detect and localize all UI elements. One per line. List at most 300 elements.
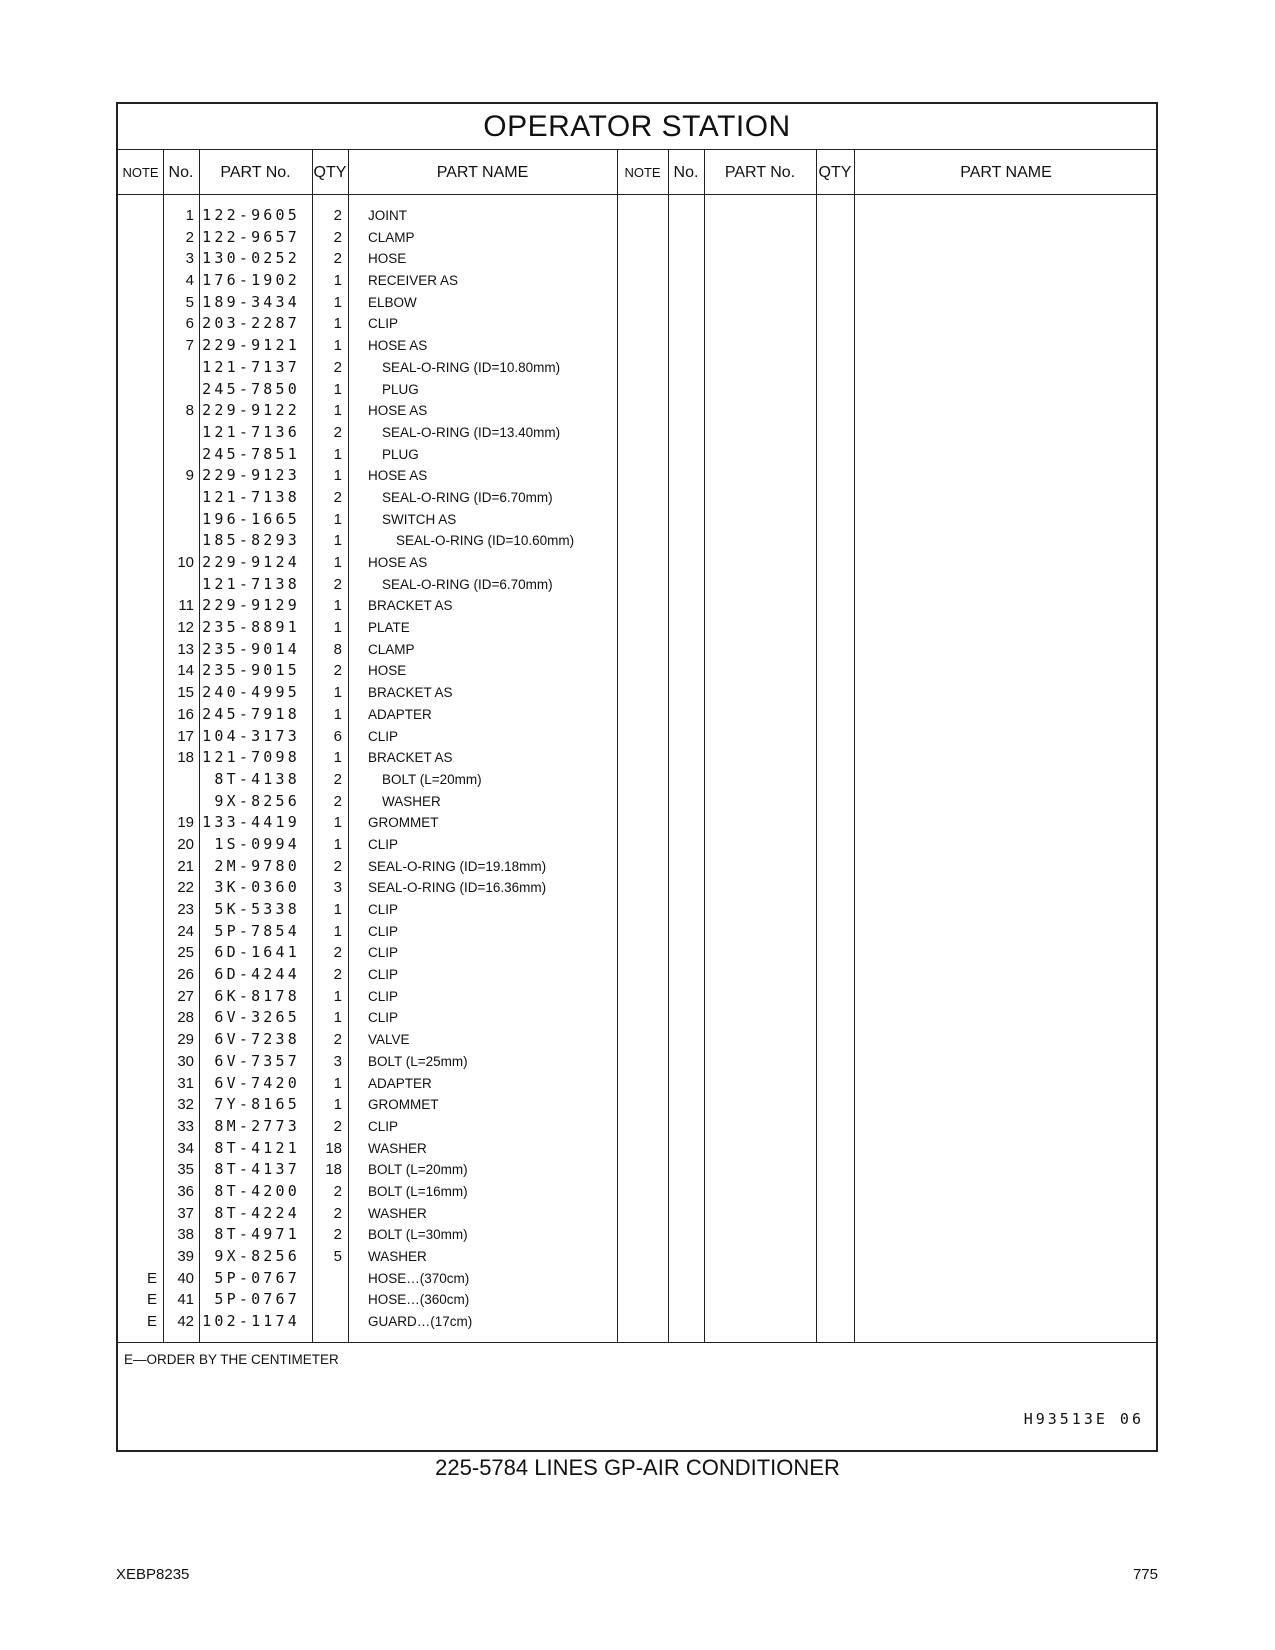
part-number-cell: 229-9124 [202, 553, 300, 571]
item-number-cell: 36 [177, 1182, 194, 1200]
item-number-cell: 33 [177, 1117, 194, 1135]
part-number-cell: 189-3434 [202, 292, 300, 311]
note-cell [118, 617, 157, 639]
part-number-cell: 121-7136 [202, 422, 300, 441]
table-row [118, 487, 1156, 509]
part-number-cell: 6D-4244 [214, 965, 300, 984]
part-number-cell: 8T-4121 [214, 1138, 300, 1157]
quantity-cell: 1 [333, 554, 342, 571]
quantity-cell: 1 [333, 597, 342, 615]
part-name-cell: BOLT (L=30mm) [368, 1227, 468, 1243]
part-name-cell: HOSE [368, 663, 407, 679]
part-number-cell: 104-3173 [202, 726, 300, 745]
note-cell: E [146, 1269, 157, 1287]
table-row [118, 812, 1156, 834]
part-number-cell: 6K-8178 [214, 986, 300, 1005]
note-cell [118, 1224, 157, 1246]
part-name-cell: BOLT (L=20mm) [368, 1162, 468, 1178]
item-number-cell [166, 422, 194, 444]
footer-divider [118, 1342, 1156, 1343]
part-number-cell: 245-7850 [202, 379, 300, 398]
part-name-cell: ADAPTER [368, 1075, 432, 1091]
note-cell [118, 530, 157, 552]
item-number-cell: 12 [177, 619, 194, 637]
part-number-cell: 6V-3265 [214, 1008, 300, 1027]
table-row [118, 1116, 1156, 1138]
item-number-cell: 6 [185, 315, 194, 333]
note-cell [118, 335, 157, 357]
part-name-cell: CLIP [368, 1118, 399, 1134]
part-number-cell: 229-9129 [202, 596, 300, 615]
item-number-cell [166, 574, 194, 596]
part-name-cell: SEAL-O-RING (ID=6.70mm) [382, 489, 553, 505]
part-name-cell: CLIP [368, 988, 399, 1004]
part-name-cell: CLIP [368, 316, 399, 332]
item-number-cell [166, 530, 194, 552]
item-number-cell: 4 [185, 272, 194, 290]
part-name-cell: CLIP [368, 923, 399, 939]
note-cell [118, 444, 157, 466]
quantity-cell: 2 [333, 770, 342, 788]
part-name-cell: PLUG [382, 446, 419, 462]
item-number-cell: 24 [177, 922, 194, 940]
part-number-cell: 229-9122 [202, 401, 300, 420]
table-row [118, 530, 1156, 552]
part-number-cell: 6V-7238 [214, 1030, 300, 1049]
table-row [118, 986, 1156, 1008]
table-row [118, 552, 1156, 574]
item-number-cell: 29 [177, 1031, 194, 1049]
note-cell [118, 1159, 157, 1181]
item-number-cell: 40 [177, 1269, 194, 1287]
note-cell [118, 834, 157, 856]
table-row [118, 335, 1156, 357]
quantity-cell: 1 [333, 835, 342, 853]
parts-list [118, 205, 1156, 1333]
part-name-cell: BRACKET AS [368, 750, 453, 766]
quantity-cell: 18 [325, 1161, 342, 1179]
part-number-cell: 130-0252 [202, 249, 300, 268]
table-row [118, 747, 1156, 769]
table-row [118, 921, 1156, 943]
table-row [118, 379, 1156, 401]
quantity-cell: 1 [333, 532, 342, 550]
parts-table-frame [116, 102, 1158, 1452]
table-row [118, 205, 1156, 227]
item-number-cell: 11 [178, 597, 194, 615]
quantity-cell: 2 [333, 1182, 342, 1200]
part-number-cell: 121-7138 [202, 574, 300, 593]
item-number-cell: 10 [177, 554, 194, 571]
part-name-cell: SEAL-O-RING (ID=10.60mm) [396, 533, 575, 549]
part-number-cell: 6V-7420 [214, 1073, 300, 1092]
item-number-cell: 7 [185, 337, 194, 355]
part-number-cell: 122-9657 [202, 227, 300, 246]
part-name-cell: HOSE AS [368, 403, 428, 419]
note-cell [118, 1051, 157, 1073]
part-number-cell: 7Y-8165 [214, 1095, 300, 1114]
quantity-cell: 2 [333, 1031, 342, 1049]
quantity-cell: 2 [333, 228, 342, 246]
part-number-cell: 5P-7854 [214, 921, 300, 940]
part-name-cell: WASHER [368, 1205, 427, 1221]
header-no-right: No. [673, 164, 699, 181]
quantity-cell: 1 [333, 1009, 342, 1027]
item-number-cell [166, 509, 194, 531]
quantity-cell: 2 [333, 966, 342, 984]
table-row [118, 422, 1156, 444]
quantity-cell: 18 [325, 1139, 342, 1157]
part-name-cell: CLIP [368, 1010, 399, 1026]
quantity-cell: 1 [333, 272, 342, 290]
note-cell [118, 747, 157, 769]
part-number-cell: 5K-5338 [214, 900, 300, 918]
quantity-cell: 1 [333, 922, 342, 940]
part-number-cell: 1S-0994 [214, 834, 300, 853]
part-number-cell: 8T-4137 [214, 1160, 300, 1179]
part-number-cell: 245-7918 [202, 704, 300, 723]
item-number-cell: 27 [177, 987, 194, 1005]
part-name-cell: CLIP [368, 728, 399, 744]
item-number-cell [166, 769, 194, 791]
part-name-cell: HOSE…(370cm) [368, 1270, 470, 1286]
item-number-cell: 38 [177, 1226, 194, 1244]
item-number-cell: 2 [185, 228, 194, 246]
quantity-cell: 1 [333, 684, 342, 702]
header-note-right: NOTE [624, 165, 661, 180]
quantity-cell: 2 [333, 1226, 342, 1244]
table-row [118, 1138, 1156, 1160]
part-number-cell: 2M-9780 [214, 856, 300, 875]
note-cell [118, 379, 157, 401]
note-cell [118, 313, 157, 335]
item-number-cell: 26 [177, 966, 194, 984]
quantity-cell: 6 [333, 727, 342, 745]
part-name-cell: PLATE [368, 620, 410, 636]
note-cell [118, 1181, 157, 1203]
table-row [118, 769, 1156, 791]
table-row [118, 899, 1156, 921]
note-cell [118, 487, 157, 509]
table-row [118, 1073, 1156, 1095]
quantity-cell: 3 [333, 879, 342, 897]
table-row [118, 574, 1156, 596]
part-name-cell: HOSE AS [368, 338, 428, 354]
note-cell [118, 812, 157, 834]
part-number-cell: 122-9605 [202, 206, 300, 224]
note-cell [118, 509, 157, 531]
part-number-cell: 229-9121 [202, 336, 300, 355]
item-number-cell: 9 [185, 467, 194, 485]
note-cell [118, 1073, 157, 1095]
part-name-cell: HOSE AS [368, 555, 428, 570]
part-name-cell: SEAL-O-RING (ID=10.80mm) [382, 359, 561, 375]
note-cell [118, 422, 157, 444]
item-number-cell: 42 [177, 1313, 194, 1331]
table-row [118, 1311, 1156, 1333]
note-cell [118, 704, 157, 726]
item-number-cell [166, 444, 194, 466]
group-caption: 225-5784 LINES GP-AIR CONDITIONER [435, 1455, 840, 1480]
item-number-cell: 8 [185, 402, 194, 420]
table-row [118, 660, 1156, 682]
quantity-cell: 2 [333, 575, 342, 593]
header-part-name-right: PART NAME [960, 164, 1052, 181]
part-name-cell: JOINT [368, 208, 407, 223]
table-row [118, 292, 1156, 314]
note-cell [118, 1138, 157, 1160]
quantity-cell: 1 [333, 1096, 342, 1114]
item-number-cell [166, 379, 194, 401]
note-cell [118, 465, 157, 487]
quantity-cell: 2 [333, 1204, 342, 1222]
part-name-cell: CLIP [368, 967, 399, 983]
quantity-cell: 2 [333, 358, 342, 376]
part-number-cell: 6V-7357 [214, 1051, 300, 1070]
quantity-cell: 5 [333, 1248, 342, 1265]
part-name-cell: SEAL-O-RING (ID=19.18mm) [368, 858, 547, 874]
table-row [118, 617, 1156, 639]
header-note-left: NOTE [122, 165, 159, 180]
item-number-cell: 19 [177, 814, 194, 832]
item-number-cell: 35 [177, 1161, 194, 1179]
quantity-cell: 1 [333, 380, 342, 398]
part-number-cell: 235-9015 [202, 661, 300, 680]
quantity-cell: 1 [333, 402, 342, 420]
item-number-cell: 23 [177, 901, 194, 918]
part-name-cell: WASHER [368, 1140, 427, 1156]
item-number-cell: 39 [177, 1248, 194, 1265]
table-row [118, 834, 1156, 856]
quantity-cell: 1 [333, 467, 342, 485]
item-number-cell: 3 [185, 250, 194, 268]
quantity-cell: 1 [333, 619, 342, 637]
quantity-cell: 1 [333, 445, 342, 463]
note-cell [118, 270, 157, 292]
quantity-cell: 1 [333, 1074, 342, 1092]
part-number-cell: 240-4995 [202, 683, 300, 702]
page-title: OPERATOR STATION [118, 104, 1156, 150]
quantity-cell: 2 [333, 792, 342, 810]
note-cell: E [146, 1313, 157, 1331]
note-cell [118, 227, 157, 249]
part-number-cell: 102-1174 [202, 1312, 300, 1331]
table-row [118, 1268, 1156, 1290]
header-no-left: No. [168, 164, 194, 181]
note-cell [118, 552, 157, 574]
item-number-cell: 31 [177, 1074, 194, 1092]
note-cell [118, 660, 157, 682]
table-row [118, 1159, 1156, 1181]
part-name-cell: HOSE AS [368, 468, 428, 484]
item-number-cell [166, 791, 194, 813]
table-row [118, 444, 1156, 466]
table-row [118, 595, 1156, 617]
table-row [118, 682, 1156, 704]
part-number-cell: 229-9123 [202, 466, 300, 485]
illustration-code: H93513E 06 [1023, 1410, 1144, 1428]
part-number-cell: 121-7138 [202, 487, 300, 506]
table-row [118, 639, 1156, 661]
part-name-cell: GROMMET [368, 815, 439, 831]
note-cell [118, 639, 157, 661]
part-number-cell: 9X-8256 [214, 791, 300, 810]
note-cell [118, 877, 157, 899]
item-number-cell: 32 [177, 1096, 194, 1114]
part-number-cell: 5P-0767 [214, 1290, 300, 1309]
note-cell [118, 964, 157, 986]
table-row [118, 248, 1156, 270]
note-cell [118, 769, 157, 791]
note-cell [118, 595, 157, 617]
part-number-cell: 196-1665 [202, 509, 300, 528]
item-number-cell: 21 [177, 857, 194, 875]
quantity-cell: 1 [333, 987, 342, 1005]
header-part-name-left: PART NAME [436, 164, 529, 181]
quantity-cell: 2 [333, 250, 342, 268]
table-row [118, 856, 1156, 878]
table-row [118, 270, 1156, 292]
table-row [118, 400, 1156, 422]
note-cell [118, 357, 157, 379]
part-name-cell: HOSE [368, 251, 407, 267]
note-cell [118, 1116, 157, 1138]
item-number-cell: 14 [177, 662, 194, 680]
table-row [118, 877, 1156, 899]
part-name-cell: SWITCH AS [382, 511, 457, 527]
item-number-cell: 20 [177, 835, 194, 853]
note-cell [118, 292, 157, 314]
note-cell [118, 986, 157, 1008]
part-number-cell: 8M-2773 [214, 1116, 300, 1135]
item-number-cell: 1 [185, 207, 194, 224]
table-row [118, 1094, 1156, 1116]
note-cell [118, 856, 157, 878]
item-number-cell: 22 [177, 879, 194, 897]
part-name-cell: BRACKET AS [368, 598, 453, 614]
item-number-cell: 25 [177, 944, 194, 962]
quantity-cell: 1 [333, 705, 342, 723]
table-row [118, 726, 1156, 748]
item-number-cell: 17 [177, 727, 194, 745]
note-cell [118, 921, 157, 943]
part-number-cell: 8T-4971 [214, 1225, 300, 1244]
part-name-cell: BOLT (L=20mm) [382, 771, 482, 787]
part-name-cell: GROMMET [368, 1097, 439, 1113]
part-number-cell: 121-7137 [202, 357, 300, 376]
part-name-cell: SEAL-O-RING (ID=16.36mm) [368, 880, 547, 896]
header-part-no-left: PART No. [220, 164, 291, 181]
part-name-cell: WASHER [368, 1249, 427, 1264]
item-number-cell: 5 [185, 293, 194, 311]
part-name-cell: CLIP [368, 902, 399, 917]
part-name-cell: RECEIVER AS [368, 273, 459, 289]
part-name-cell: ADAPTER [368, 706, 432, 722]
quantity-cell: 1 [333, 293, 342, 311]
part-number-cell: 5P-0767 [214, 1268, 300, 1287]
header-qty-left: QTY [313, 164, 347, 181]
table-row [118, 1224, 1156, 1246]
quantity-cell: 2 [333, 857, 342, 875]
item-number-cell: 30 [177, 1052, 194, 1070]
table-row [118, 964, 1156, 986]
note-cell [118, 1029, 157, 1051]
table-row [118, 1203, 1156, 1225]
part-number-cell: 121-7098 [202, 748, 300, 767]
table-row [118, 1029, 1156, 1051]
note-cell: E [146, 1291, 157, 1309]
part-name-cell: SEAL-O-RING (ID=6.70mm) [382, 576, 553, 592]
table-row [118, 465, 1156, 487]
note-cell [118, 791, 157, 813]
item-number-cell: 37 [177, 1204, 194, 1222]
quantity-cell [312, 1311, 342, 1333]
part-name-cell: BRACKET AS [368, 685, 453, 701]
quantity-cell: 2 [333, 662, 342, 680]
part-number-cell: 8T-4200 [214, 1181, 300, 1200]
table-row [118, 227, 1156, 249]
header-qty-right: QTY [818, 164, 852, 181]
quantity-cell [312, 1268, 342, 1290]
table-row [118, 357, 1156, 379]
table-row [118, 1051, 1156, 1073]
quantity-cell: 2 [333, 423, 342, 441]
note-cell [118, 1094, 157, 1116]
part-number-cell: 133-4419 [202, 813, 300, 832]
header-part-no-right: PART No. [724, 164, 796, 181]
part-name-cell: CLIP [368, 945, 399, 961]
quantity-cell: 8 [333, 640, 342, 658]
note-cell [118, 248, 157, 270]
note-cell [118, 574, 157, 596]
part-number-cell: 245-7851 [202, 444, 300, 463]
note-cell [118, 1203, 157, 1225]
part-name-cell: CLAMP [368, 229, 415, 245]
item-number-cell: 13 [177, 640, 194, 658]
quantity-cell: 2 [333, 207, 342, 224]
note-cell [118, 899, 157, 921]
quantity-cell: 1 [333, 814, 342, 832]
footnote: E—ORDER BY THE CENTIMETER [124, 1352, 339, 1367]
note-cell [118, 682, 157, 704]
part-number-cell: 235-9014 [202, 639, 300, 658]
item-number-cell: 28 [177, 1009, 194, 1027]
quantity-cell: 2 [333, 1117, 342, 1135]
note-cell [118, 942, 157, 964]
table-row [118, 1007, 1156, 1029]
part-number-cell: 8T-4138 [214, 769, 300, 788]
quantity-cell: 1 [333, 901, 342, 918]
quantity-cell: 2 [333, 944, 342, 962]
part-name-cell: BOLT (L=16mm) [368, 1183, 468, 1199]
note-cell [118, 1246, 157, 1268]
note-cell [118, 400, 157, 422]
item-number-cell: 41 [177, 1291, 194, 1309]
quantity-cell [312, 1289, 342, 1311]
quantity-cell: 1 [333, 749, 342, 767]
quantity-cell: 1 [333, 315, 342, 333]
part-name-cell: CLAMP [368, 641, 415, 657]
part-number-cell: 235-8891 [202, 618, 300, 637]
item-number-cell [166, 357, 194, 379]
part-name-cell: BOLT (L=25mm) [368, 1053, 468, 1069]
item-number-cell [166, 487, 194, 509]
part-number-cell: 8T-4224 [214, 1203, 300, 1222]
part-number-cell: 6D-1641 [214, 943, 300, 962]
part-name-cell: PLUG [382, 381, 419, 397]
table-row [118, 509, 1156, 531]
table-row [118, 704, 1156, 726]
